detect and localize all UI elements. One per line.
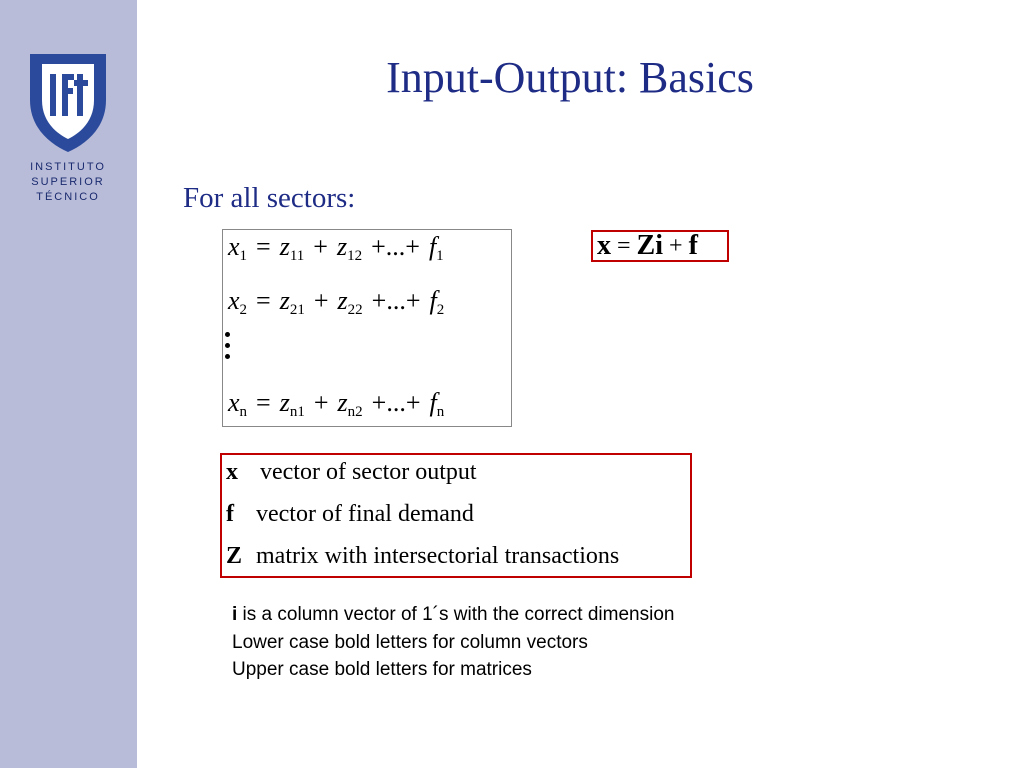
definitions-box xyxy=(220,453,692,578)
slide-title: Input-Output: Basics xyxy=(386,53,754,102)
matrix-Z: Z xyxy=(636,230,656,261)
note-i: i is a column vector of 1´s with the correct dimension xyxy=(232,604,675,625)
matrix-equation-box xyxy=(591,230,729,262)
matrix-f: f xyxy=(688,230,698,261)
note-lowercase: Lower case bold letters for column vectors xyxy=(232,631,588,653)
definition-f xyxy=(226,501,474,528)
notes xyxy=(232,601,692,684)
matrix-x: x xyxy=(597,230,611,261)
definition-z xyxy=(226,543,619,570)
logo-line-1: INSTITUTO xyxy=(30,161,106,173)
logo-text xyxy=(22,160,114,205)
slide-subtitle: For all sectors: xyxy=(183,182,356,214)
definition-text: matrix with intersectorial transactions xyxy=(256,543,620,569)
logo-line-3: TÉCNICO xyxy=(36,191,100,203)
definition-x xyxy=(226,459,477,486)
shield-icon xyxy=(22,50,114,155)
definition-text: vector of sector output xyxy=(260,459,477,485)
note-uppercase: Upper case bold letters for matrices xyxy=(232,659,532,680)
equation-row-2: $x_2 = z_{21} + z_{22}$ +...+ $f_2$ xyxy=(228,286,445,318)
matrix-i: i xyxy=(655,230,664,261)
equation-box xyxy=(222,229,512,427)
equation-row-n: $x_n = z_{n1} + z_{n2}$ +...+ $f_n$ xyxy=(228,388,445,420)
matrix-equals: = xyxy=(617,232,631,259)
ist-logo xyxy=(22,50,114,220)
matrix-plus: + xyxy=(669,232,683,259)
definition-symbol: x xyxy=(226,459,238,485)
logo-line-2: SUPERIOR xyxy=(31,176,105,188)
equation-row-1: $x_1 = z_{11} + z_{12}$ +...+ $f_1$ xyxy=(228,232,444,264)
definition-symbol: Z xyxy=(226,543,243,569)
definition-text: vector of final demand xyxy=(256,501,474,527)
definition-symbol: f xyxy=(226,501,234,527)
sidebar xyxy=(0,0,137,768)
